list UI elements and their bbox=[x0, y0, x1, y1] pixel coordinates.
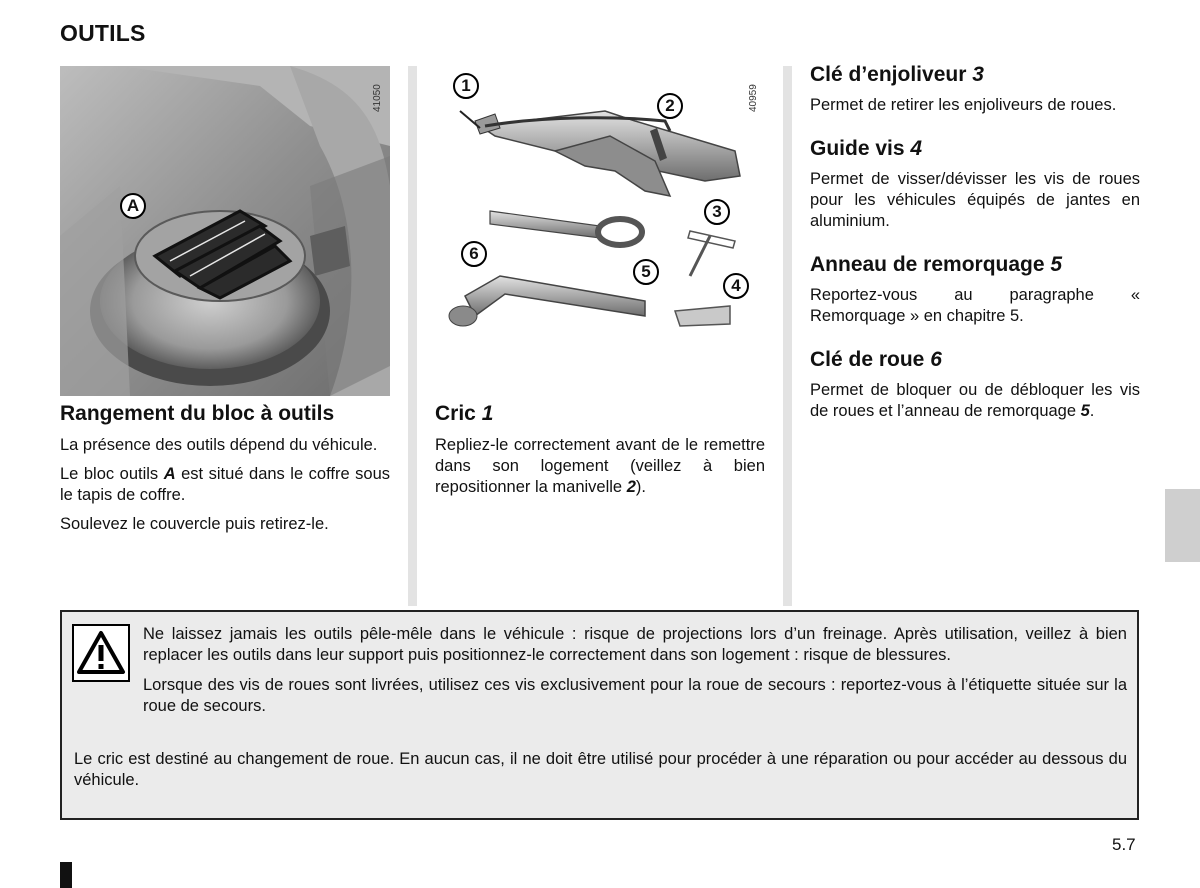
chapter-tab-marker bbox=[1165, 489, 1200, 562]
bold-label-a: A bbox=[163, 465, 176, 483]
label-a-callout bbox=[120, 193, 146, 219]
tools-drawing bbox=[435, 66, 765, 396]
callout-6: 6 bbox=[461, 241, 487, 267]
paragraph-cle-roue: Permet de bloquer ou de débloquer les vis de roues et l’anneau de remorquage 5. bbox=[810, 381, 1140, 420]
paragraph-cric: Repliez-le correctement avant de le remettre dans son logement (veillez à bien repositionner la manivelle 2). bbox=[435, 436, 765, 496]
warning-paragraph-3: Le cric est destiné au changement de roue. En aucun cas, il ne doit être utilisé pour procéder à une réparation ou pour accéder au dessous du véhicule. bbox=[74, 750, 1127, 789]
paragraph-soulevez: Soulevez le couvercle puis retirez-le. bbox=[60, 515, 329, 533]
page-number: 5.7 bbox=[1112, 835, 1136, 854]
callout-1: 1 bbox=[453, 73, 479, 99]
callout-4: 4 bbox=[723, 273, 749, 299]
tools-illustration bbox=[435, 66, 765, 396]
label-a-text: A bbox=[126, 196, 140, 215]
paragraph-bloc-outils: Le bloc outils A est situé dans le coffre sous le tapis de coffre. bbox=[60, 465, 390, 504]
heading-guide-vis: Guide vis 4 bbox=[810, 137, 923, 160]
heading-anneau: Anneau de remorquage 5 bbox=[810, 253, 1063, 276]
warning-paragraph-2: Lorsque des vis de roues sont livrées, utilisez ces vis exclusivement pour la roue de secours : reportez-vous à l’étiquette située sur la roue de secours. bbox=[143, 676, 1127, 715]
image-ref-41050: 41050 bbox=[372, 84, 383, 112]
page-title: OUTILS bbox=[60, 20, 146, 46]
trunk-drawing bbox=[60, 66, 390, 396]
heading-cle-roue: Clé de roue 6 bbox=[810, 348, 942, 371]
paragraph-guide-vis: Permet de visser/dévisser les vis de roues pour les véhicules équipés de jantes en aluminium. bbox=[810, 170, 1140, 230]
warning-paragraph-1: Ne laissez jamais les outils pêle-mêle dans le véhicule : risque de projections lors d’un freinage. Après utilisation, veillez à bien replacer les outils dans leur support puis positionnez-le correctement dans son logement : risque de blessures. bbox=[143, 625, 1127, 664]
callout-2: 2 bbox=[657, 93, 683, 119]
heading-cric: Cric 1 bbox=[435, 402, 494, 425]
heading-cle-enjoliveur: Clé d’enjoliveur 3 bbox=[810, 63, 984, 86]
column-divider-right bbox=[783, 66, 792, 606]
heading-rangement: Rangement du bloc à outils bbox=[60, 402, 335, 425]
callout-5: 5 bbox=[633, 259, 659, 285]
image-ref-40959: 40959 bbox=[748, 84, 759, 112]
paragraph-anneau: Reportez-vous au paragraphe « Remorquage » en chapitre 5. bbox=[810, 286, 1140, 325]
paragraph-presence: La présence des outils dépend du véhicule. bbox=[60, 436, 378, 454]
column-divider-left bbox=[408, 66, 417, 606]
warning-icon bbox=[72, 624, 130, 682]
paragraph-cle-enjoliveur: Permet de retirer les enjoliveurs de roues. bbox=[810, 96, 1117, 114]
footer-bar bbox=[60, 862, 72, 888]
trunk-illustration bbox=[60, 66, 390, 396]
callout-3: 3 bbox=[704, 199, 730, 225]
warning-box bbox=[60, 610, 1139, 820]
